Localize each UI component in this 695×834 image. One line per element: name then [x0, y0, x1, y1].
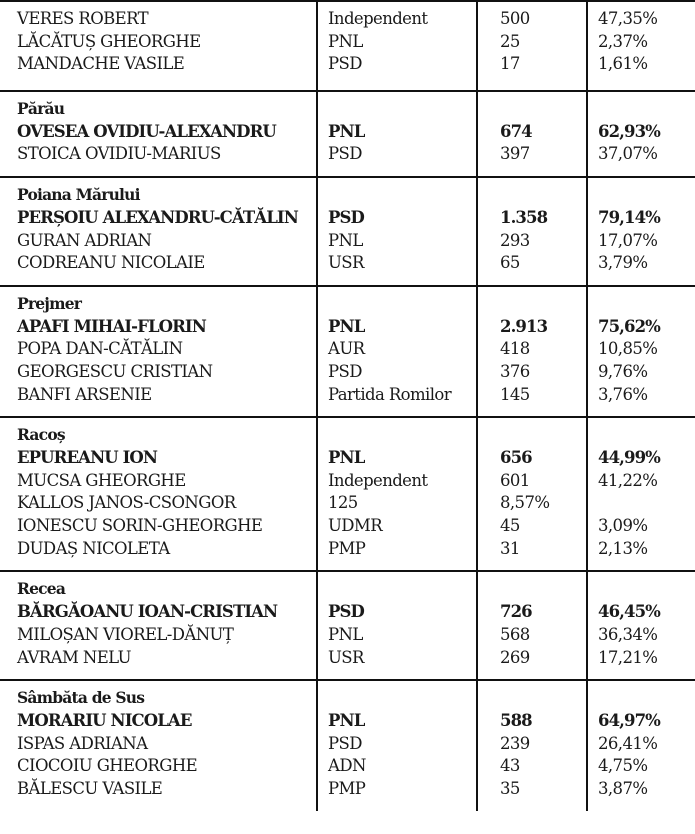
locality-name: Recea — [17, 579, 66, 599]
party-column — [316, 2, 476, 90]
vote-count: 397 — [500, 144, 530, 164]
candidate-name: GURAN ADRIAN — [17, 230, 152, 250]
percent-column — [586, 2, 695, 90]
candidate-name: DUDAȘ NICOLETA — [17, 538, 170, 558]
candidate-name: AVRAM NELU — [17, 647, 131, 667]
vote-count: 293 — [500, 230, 530, 250]
candidate-name: BĂLESCU VASILE — [17, 778, 163, 798]
vote-count: 145 — [500, 384, 530, 404]
candidate-name: CODREANU NICOLAIE — [17, 253, 205, 273]
candidate-name: POPA DAN-CĂTĂLIN — [17, 339, 183, 359]
votes-column — [476, 287, 586, 416]
vote-count: 376 — [500, 361, 530, 381]
vote-percent — [598, 492, 695, 515]
locality-name: Prejmer — [17, 293, 82, 313]
party-name: PNL — [328, 31, 363, 51]
candidate-name: LĂCĂTUȘ GHEORGHE — [17, 31, 201, 51]
vote-count: 31 — [500, 538, 520, 558]
locality-name: Sâmbăta de Sus — [17, 688, 145, 708]
candidate-name: VERES ROBERT — [17, 9, 149, 28]
winner-name: PERȘOIU ALEXANDRU-CĂTĂLIN — [17, 207, 298, 227]
vote-percent: 47,35% — [598, 9, 658, 28]
vote-count: 17 — [500, 54, 520, 74]
party-name: PNL — [328, 624, 363, 644]
vote-percent: 2,13% — [598, 538, 648, 558]
locality-group — [0, 287, 695, 418]
vote-count: 269 — [500, 647, 530, 667]
votes-column — [476, 418, 586, 570]
winner-name: MORARIU NICOLAE — [17, 710, 192, 730]
candidate-name-column — [0, 418, 316, 570]
candidate-name: BANFI ARSENIE — [17, 384, 152, 404]
percent-column — [586, 287, 695, 416]
party-name: PSD — [328, 361, 362, 381]
party-name: USR — [328, 253, 364, 273]
percent-column — [586, 418, 695, 570]
vote-percent: 3,76% — [598, 384, 648, 404]
winner-percent: 79,14% — [598, 207, 660, 227]
party-column — [316, 287, 476, 416]
locality-group — [0, 178, 695, 287]
vote-count: 418 — [500, 339, 530, 359]
votes-column — [476, 681, 586, 810]
vote-percent: 37,07% — [598, 144, 658, 164]
candidate-name: ISPAS ADRIANA — [17, 733, 148, 753]
winner-party: PNL — [328, 710, 365, 730]
vote-percent: 36,34% — [598, 624, 658, 644]
winner-name: APAFI MIHAI-FLORIN — [17, 316, 206, 336]
percent-column — [586, 178, 695, 285]
vote-percent: 3,79% — [598, 253, 648, 273]
candidate-name: STOICA OVIDIU-MARIUS — [17, 144, 221, 164]
vote-percent: 17,21% — [598, 647, 658, 667]
winner-votes: 674 — [500, 121, 532, 141]
winner-party: PNL — [328, 121, 365, 141]
votes-column — [476, 92, 586, 176]
vote-percent: 2,37% — [598, 31, 648, 51]
party-name: AUR — [328, 339, 365, 359]
winner-percent: 44,99% — [598, 448, 660, 467]
party-name: UDMR — [328, 516, 383, 536]
party-name: PMP — [328, 778, 366, 798]
vote-percent: 3,09% — [598, 516, 648, 536]
vote-percent: 1,61% — [598, 54, 648, 74]
locality-group — [0, 572, 695, 681]
percent-column — [586, 92, 695, 176]
vote-percent: 10,85% — [598, 339, 658, 359]
winner-party: PNL — [328, 448, 365, 467]
vote-count: 568 — [500, 624, 530, 644]
winner-name: BĂRGĂOANU IOAN-CRISTIAN — [17, 602, 278, 622]
winner-percent: 62,93% — [598, 121, 660, 141]
votes-column — [476, 572, 586, 679]
winner-party: PSD — [328, 207, 364, 227]
party-name: ADN — [328, 756, 366, 776]
winner-percent: 64,97% — [598, 710, 660, 730]
party-name: Independent — [328, 470, 428, 490]
winner-votes: 726 — [500, 602, 532, 622]
winner-party: PSD — [328, 602, 364, 622]
winner-votes: 656 — [500, 448, 532, 467]
party-name: PMP — [328, 538, 366, 558]
vote-count: 601 — [500, 470, 530, 490]
locality-name: Poiana Mărului — [17, 185, 140, 205]
party-name: Independent — [328, 9, 428, 28]
party-column — [316, 681, 476, 810]
winner-name: EPUREANU ION — [17, 448, 158, 467]
percent-column — [586, 572, 695, 679]
party-name: 125 — [328, 493, 358, 513]
vote-count: 25 — [500, 31, 520, 51]
percent-column — [586, 681, 695, 810]
winner-party: PNL — [328, 316, 365, 336]
candidate-name: GEORGESCU CRISTIAN — [17, 361, 213, 381]
party-column — [316, 572, 476, 679]
party-name: PSD — [328, 733, 362, 753]
candidate-name-column — [0, 287, 316, 416]
vote-percent: 9,76% — [598, 361, 648, 381]
locality-group — [0, 681, 695, 810]
locality-name: Părău — [17, 99, 65, 119]
locality-group — [0, 418, 695, 572]
party-name: USR — [328, 647, 364, 667]
party-column — [316, 418, 476, 570]
votes-column — [476, 178, 586, 285]
party-name: PSD — [328, 54, 362, 74]
party-name: PNL — [328, 230, 363, 250]
vote-count: 35 — [500, 778, 520, 798]
winner-votes: 1.358 — [500, 207, 548, 227]
candidate-name: IONESCU SORIN-GHEORGHE — [17, 516, 263, 536]
candidate-name-column — [0, 92, 316, 176]
locality-group — [0, 2, 695, 92]
winner-percent: 46,45% — [598, 602, 660, 622]
vote-count: 239 — [500, 733, 530, 753]
candidate-name: MILOȘAN VIOREL-DĂNUȚ — [17, 624, 234, 644]
candidate-name-column — [0, 178, 316, 285]
vote-count: 43 — [500, 756, 520, 776]
party-column — [316, 178, 476, 285]
candidate-name: CIOCOIU GHEORGHE — [17, 756, 198, 776]
vote-percent: 3,87% — [598, 778, 648, 798]
vote-percent: 26,41% — [598, 733, 658, 753]
party-column — [316, 92, 476, 176]
vote-count: 500 — [500, 9, 530, 28]
candidate-name: MANDACHE VASILE — [17, 54, 185, 74]
candidate-name: MUCSA GHEORGHE — [17, 470, 186, 490]
locality-group — [0, 92, 695, 178]
candidate-name-column — [0, 572, 316, 679]
locality-name: Racoș — [17, 425, 65, 445]
party-name: Partida Romilor — [328, 384, 452, 404]
winner-name: OVESEA OVIDIU-ALEXANDRU — [17, 121, 276, 141]
candidate-name: KALLOS JANOS-CSONGOR — [17, 493, 236, 513]
winner-votes: 588 — [500, 710, 532, 730]
vote-count: 45 — [500, 516, 520, 536]
vote-count: 65 — [500, 253, 520, 273]
vote-percent: 41,22% — [598, 470, 658, 490]
candidate-name-column — [0, 2, 316, 90]
vote-percent: 17,07% — [598, 230, 658, 250]
party-name: PSD — [328, 144, 362, 164]
vote-count: 8,57% — [500, 493, 550, 513]
winner-percent: 75,62% — [598, 316, 660, 336]
vote-percent: 4,75% — [598, 756, 648, 776]
winner-votes: 2.913 — [500, 316, 548, 336]
votes-column — [476, 2, 586, 90]
candidate-name-column — [0, 681, 316, 810]
